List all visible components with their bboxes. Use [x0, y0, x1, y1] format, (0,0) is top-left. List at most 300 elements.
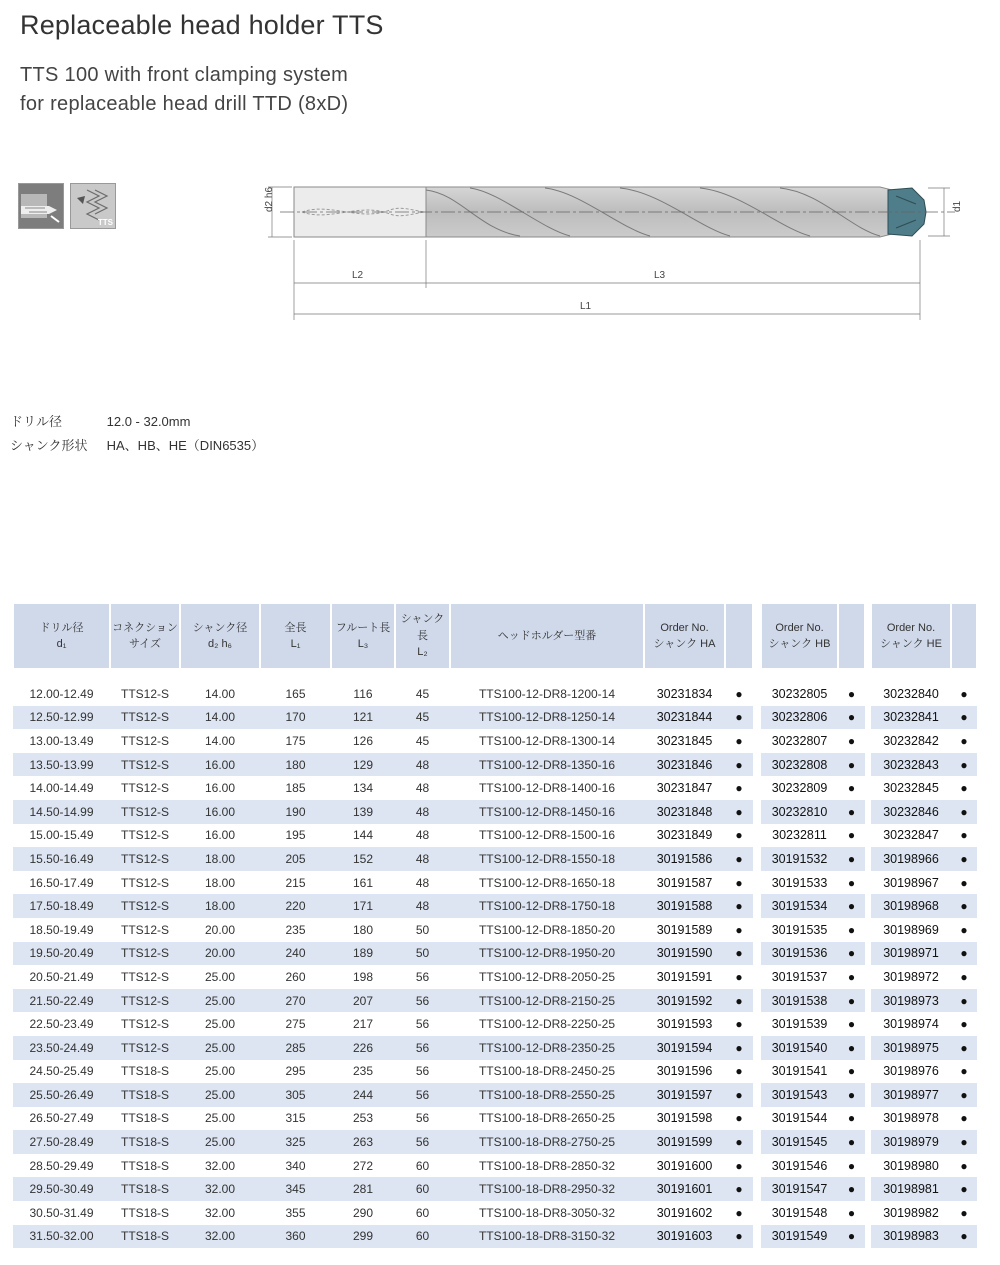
cell-drill-diameter: 14.00-14.49 — [29, 781, 94, 796]
cell-order-ha: 30231848 — [644, 800, 725, 824]
cell-holder-model: TTS100-12-DR8-2350-25 — [450, 1036, 644, 1060]
stock-mark-he: ● — [951, 989, 977, 1013]
cell-total-length: 235 — [285, 922, 306, 937]
stock-mark-he: ● — [951, 1130, 977, 1154]
cell-holder-model: TTS100-12-DR8-1300-14 — [478, 733, 616, 748]
stock-mark-hb: ● — [847, 969, 856, 984]
cell-total-length: 275 — [285, 1017, 306, 1032]
stock-mark-ha: ● — [735, 969, 743, 984]
cell-order-hb: 30232808 — [761, 753, 838, 777]
cell-order-ha: 30191593 — [656, 1017, 713, 1032]
cell-order-he: 30198967 — [883, 875, 939, 890]
cell-order-ha: 30231834 — [656, 686, 713, 701]
cell-order-he: 30198978 — [883, 1111, 939, 1126]
cell-drill-diameter: 16.50-17.49 — [29, 875, 94, 890]
cell-flute-length: 217 — [352, 1017, 374, 1032]
spec-drill-diameter-value: 12.0 - 32.0mm — [106, 414, 191, 429]
cell-holder-model: TTS100-12-DR8-1950-20 — [450, 942, 644, 966]
stock-mark-hb: ● — [838, 800, 865, 824]
cell-drill-diameter: 28.50-29.49 — [29, 1158, 94, 1173]
header-connection-size: コネクション サイズ — [110, 604, 180, 668]
cell-total-length: 190 — [260, 800, 331, 824]
cell-drill-diameter: 21.50-22.49 — [13, 989, 110, 1013]
cell-order-hb: 30191541 — [771, 1064, 828, 1079]
stock-mark-ha: ● — [725, 847, 753, 871]
cell-total-length: 185 — [285, 781, 306, 796]
stock-mark-ha: ● — [725, 1177, 753, 1201]
stock-mark-he: ● — [951, 1177, 977, 1201]
cell-connection-size: TTS12-S — [110, 753, 180, 777]
table-row — [13, 776, 977, 800]
cell-drill-diameter: 25.50-26.49 — [13, 1083, 110, 1107]
header-order-he-stock — [951, 604, 977, 668]
stock-mark-ha: ● — [725, 1083, 753, 1107]
cell-order-he: 30198975 — [871, 1036, 951, 1060]
header-order-ha: Order No. シャンク HA — [644, 604, 725, 668]
cell-shank-diameter: 25.00 — [204, 969, 236, 984]
cell-order-he: 30198972 — [883, 969, 939, 984]
stock-mark-hb: ● — [838, 894, 865, 918]
stock-mark-hb: ● — [838, 1036, 865, 1060]
table-row — [13, 800, 977, 824]
cell-shank-length: 48 — [395, 847, 450, 871]
stock-mark-ha: ● — [725, 942, 753, 966]
cell-holder-model: TTS100-12-DR8-1400-16 — [478, 781, 616, 796]
cell-order-hb: 30191546 — [771, 1158, 828, 1173]
tts-icon-label: TTS — [97, 218, 113, 227]
stock-mark-ha: ● — [735, 1017, 743, 1032]
cell-shank-diameter: 18.00 — [180, 847, 260, 871]
cell-flute-length: 272 — [352, 1158, 374, 1173]
cell-shank-length: 56 — [395, 1036, 450, 1060]
cell-shank-diameter: 32.00 — [204, 1158, 236, 1173]
cell-holder-model: TTS100-18-DR8-2550-25 — [450, 1083, 644, 1107]
cell-order-he: 30232845 — [883, 781, 939, 796]
stock-mark-hb: ● — [847, 1017, 856, 1032]
cell-flute-length: 281 — [331, 1177, 395, 1201]
stock-mark-ha: ● — [735, 781, 743, 796]
cell-drill-diameter: 15.50-16.49 — [13, 847, 110, 871]
cell-shank-length: 50 — [395, 942, 450, 966]
cell-total-length: 305 — [260, 1083, 331, 1107]
cell-order-he: 30198966 — [871, 847, 951, 871]
cell-holder-model: TTS100-12-DR8-1500-16 — [478, 828, 616, 843]
cell-flute-length: 116 — [353, 686, 373, 701]
cell-total-length: 220 — [260, 894, 331, 918]
cell-connection-size: TTS12-S — [120, 969, 169, 984]
cell-order-ha: 30191592 — [644, 989, 725, 1013]
cell-shank-diameter: 32.00 — [180, 1225, 260, 1249]
cell-total-length: 260 — [285, 969, 306, 984]
cell-drill-diameter: 12.00-12.49 — [29, 686, 94, 701]
cell-shank-diameter: 16.00 — [204, 781, 236, 796]
table-row — [13, 989, 977, 1013]
stock-mark-ha: ● — [725, 1225, 753, 1249]
cell-order-he: 30198974 — [883, 1017, 939, 1032]
cell-drill-diameter: 17.50-18.49 — [13, 894, 110, 918]
cell-order-hb: 30191535 — [771, 922, 828, 937]
cell-order-ha: 30191596 — [656, 1064, 713, 1079]
cell-holder-model: TTS100-12-DR8-1650-18 — [478, 875, 616, 890]
cell-flute-length: 152 — [331, 847, 395, 871]
cell-shank-diameter: 14.00 — [180, 706, 260, 730]
cell-shank-diameter: 25.00 — [180, 1036, 260, 1060]
stock-mark-hb: ● — [847, 1064, 856, 1079]
stock-mark-he: ● — [960, 1158, 968, 1173]
cell-flute-length: 139 — [331, 800, 395, 824]
header-shank-diameter: シャンク径 d₂ h₆ — [180, 604, 260, 668]
cell-connection-size: TTS18-S — [110, 1083, 180, 1107]
cell-connection-size: TTS18-S — [110, 1225, 180, 1249]
cell-drill-diameter: 13.00-13.49 — [29, 733, 94, 748]
cell-connection-size: TTS18-S — [120, 1064, 169, 1079]
cell-holder-model: TTS100-12-DR8-1850-20 — [478, 922, 616, 937]
cell-total-length: 355 — [285, 1205, 306, 1220]
cell-order-he: 30198969 — [883, 922, 939, 937]
cell-total-length: 240 — [260, 942, 331, 966]
cell-connection-size: TTS12-S — [110, 706, 180, 730]
header-order-hb: Order No. シャンク HB — [761, 604, 838, 668]
cell-total-length: 165 — [285, 686, 306, 701]
cell-shank-diameter: 32.00 — [180, 1177, 260, 1201]
cell-shank-length: 48 — [415, 875, 430, 890]
cell-holder-model: TTS100-12-DR8-2050-25 — [478, 969, 616, 984]
cell-shank-length: 48 — [395, 800, 450, 824]
cell-drill-diameter: 12.50-12.99 — [13, 706, 110, 730]
table-row — [13, 682, 977, 706]
header-flute-length: フルート長 L₃ — [331, 604, 395, 668]
table-header-row — [13, 604, 977, 668]
header-drill-diameter: ドリル径 d₁ — [13, 604, 110, 668]
cell-holder-model: TTS100-12-DR8-2150-25 — [450, 989, 644, 1013]
cell-order-ha: 30191599 — [644, 1130, 725, 1154]
cell-holder-model: TTS100-18-DR8-2450-25 — [478, 1064, 616, 1079]
cell-holder-model: TTS100-12-DR8-1450-16 — [450, 800, 644, 824]
cell-shank-diameter: 25.00 — [180, 989, 260, 1013]
subtitle-line-2: for replaceable head drill TTD (8xD) — [20, 93, 349, 115]
stock-mark-hb: ● — [838, 847, 865, 871]
cell-order-he: 30198982 — [883, 1205, 939, 1220]
cell-flute-length: 126 — [352, 733, 374, 748]
spec-drill-diameter-label: ドリル径 — [10, 414, 63, 429]
cell-flute-length: 226 — [331, 1036, 395, 1060]
cell-order-hb: 30232810 — [761, 800, 838, 824]
cell-drill-diameter: 22.50-23.49 — [29, 1017, 94, 1032]
page-title: Replaceable head holder TTS — [20, 10, 384, 40]
cell-connection-size: TTS18-S — [120, 1205, 169, 1220]
cell-order-hb: 30191533 — [771, 875, 828, 890]
cell-flute-length: 263 — [331, 1130, 395, 1154]
stock-mark-ha: ● — [735, 922, 743, 937]
header-order-hb-stock — [838, 604, 865, 668]
header-shank-length: シャンク長 L₂ — [395, 604, 450, 668]
cell-order-ha: 30191586 — [644, 847, 725, 871]
cell-shank-length: 48 — [415, 781, 430, 796]
stock-mark-hb: ● — [838, 706, 865, 730]
cell-order-hb: 30191540 — [761, 1036, 838, 1060]
stock-mark-hb: ● — [847, 1158, 856, 1173]
cell-order-hb: 30191548 — [771, 1205, 828, 1220]
cell-total-length: 295 — [285, 1064, 306, 1079]
table-row — [13, 965, 977, 989]
cell-holder-model: TTS100-18-DR8-2750-25 — [450, 1130, 644, 1154]
cell-shank-diameter: 25.00 — [204, 1064, 236, 1079]
cell-total-length: 340 — [285, 1158, 306, 1173]
stock-mark-he: ● — [951, 706, 977, 730]
cell-connection-size: TTS12-S — [120, 828, 169, 843]
cell-shank-length: 48 — [395, 894, 450, 918]
cell-order-ha: 30191589 — [656, 922, 713, 937]
cell-shank-diameter: 18.00 — [204, 875, 236, 890]
cell-order-ha: 30191591 — [656, 969, 713, 984]
cell-total-length: 325 — [260, 1130, 331, 1154]
cell-holder-model: TTS100-18-DR8-2950-32 — [450, 1177, 644, 1201]
stock-mark-he: ● — [960, 686, 968, 701]
cell-total-length: 360 — [260, 1225, 331, 1249]
cell-drill-diameter: 18.50-19.49 — [29, 922, 94, 937]
cell-order-ha: 30191601 — [644, 1177, 725, 1201]
table-row — [13, 1083, 977, 1107]
cell-shank-diameter: 16.00 — [180, 800, 260, 824]
cell-holder-model: TTS100-12-DR8-1200-14 — [478, 686, 616, 701]
cell-order-ha: 30231844 — [644, 706, 725, 730]
stock-mark-hb: ● — [838, 1225, 865, 1249]
cell-holder-model: TTS100-18-DR8-2850-32 — [478, 1158, 616, 1173]
table-row — [13, 1036, 977, 1060]
cell-drill-diameter: 29.50-30.49 — [13, 1177, 110, 1201]
stock-mark-ha: ● — [725, 800, 753, 824]
cell-holder-model: TTS100-12-DR8-1550-18 — [450, 847, 644, 871]
cell-total-length: 270 — [260, 989, 331, 1013]
cell-order-ha: 30191588 — [644, 894, 725, 918]
cell-connection-size: TTS12-S — [110, 847, 180, 871]
table-row — [13, 753, 977, 777]
table-row — [13, 824, 977, 848]
product-table — [12, 604, 978, 1248]
tts-icon — [70, 183, 116, 229]
stock-mark-he: ● — [951, 753, 977, 777]
cell-shank-length: 56 — [415, 1064, 430, 1079]
cell-order-ha: 30191590 — [644, 942, 725, 966]
spec-shank-type — [10, 435, 264, 454]
cell-drill-diameter: 31.50-32.00 — [13, 1225, 110, 1249]
stock-mark-hb: ● — [838, 1083, 865, 1107]
cell-connection-size: TTS18-S — [110, 1177, 180, 1201]
stock-mark-hb: ● — [838, 753, 865, 777]
cell-shank-length: 60 — [395, 1225, 450, 1249]
cell-shank-length: 45 — [395, 706, 450, 730]
cell-holder-model: TTS100-12-DR8-1750-18 — [450, 894, 644, 918]
stock-mark-ha: ● — [735, 1205, 743, 1220]
table-row — [13, 847, 977, 871]
cell-total-length: 285 — [260, 1036, 331, 1060]
dim-L2-label: L2 — [352, 270, 364, 281]
cell-flute-length: 121 — [331, 706, 395, 730]
stock-mark-hb: ● — [838, 1130, 865, 1154]
cell-order-he: 30198980 — [883, 1158, 939, 1173]
cell-shank-length: 48 — [415, 828, 430, 843]
table-row — [13, 1107, 977, 1131]
cell-shank-diameter: 14.00 — [204, 686, 236, 701]
stock-mark-hb: ● — [847, 686, 856, 701]
stock-mark-he: ● — [960, 733, 968, 748]
cell-order-hb: 30191544 — [771, 1111, 828, 1126]
table-row — [13, 1154, 977, 1178]
cell-connection-size: TTS12-S — [120, 875, 169, 890]
stock-mark-hb: ● — [838, 942, 865, 966]
cell-shank-diameter: 18.00 — [180, 894, 260, 918]
stock-mark-ha: ● — [735, 1064, 743, 1079]
cell-shank-length: 45 — [415, 686, 430, 701]
cell-order-hb: 30232807 — [771, 733, 828, 748]
cell-shank-length: 45 — [415, 733, 430, 748]
cell-order-hb: 30191532 — [761, 847, 838, 871]
cell-shank-length: 60 — [415, 1205, 430, 1220]
cell-order-hb: 30191536 — [761, 942, 838, 966]
cell-shank-length: 60 — [415, 1158, 430, 1173]
cell-shank-length: 60 — [395, 1177, 450, 1201]
spec-shank-type-value: HA、HB、HE（DIN6535） — [106, 438, 265, 453]
cell-shank-diameter: 20.00 — [204, 922, 236, 937]
drilling-process-icon — [18, 183, 64, 229]
cell-holder-model: TTS100-18-DR8-2650-25 — [478, 1111, 616, 1126]
cell-order-he: 30232846 — [871, 800, 951, 824]
cell-order-he: 30198979 — [871, 1130, 951, 1154]
stock-mark-he: ● — [960, 1111, 968, 1126]
cell-connection-size: TTS12-S — [110, 894, 180, 918]
cell-order-hb: 30191537 — [771, 969, 828, 984]
stock-mark-he: ● — [951, 847, 977, 871]
cell-connection-size: TTS12-S — [120, 922, 169, 937]
cell-holder-model: TTS100-12-DR8-1350-16 — [450, 753, 644, 777]
cell-drill-diameter: 13.50-13.99 — [13, 753, 110, 777]
stock-mark-he: ● — [960, 969, 968, 984]
cell-connection-size: TTS12-S — [110, 942, 180, 966]
cell-holder-model: TTS100-18-DR8-3150-32 — [450, 1225, 644, 1249]
cell-connection-size: TTS12-S — [120, 686, 169, 701]
dim-L3-label: L3 — [654, 270, 666, 281]
cell-total-length: 215 — [285, 875, 306, 890]
drill-drawing — [240, 170, 970, 330]
cell-order-ha: 30191598 — [656, 1111, 713, 1126]
cell-shank-diameter: 25.00 — [180, 1130, 260, 1154]
stock-mark-he: ● — [960, 1017, 968, 1032]
cell-order-ha: 30191594 — [644, 1036, 725, 1060]
cell-order-hb: 30191545 — [761, 1130, 838, 1154]
stock-mark-hb: ● — [847, 733, 856, 748]
cell-shank-diameter: 25.00 — [204, 1111, 236, 1126]
cell-total-length: 195 — [285, 828, 306, 843]
cell-shank-length: 56 — [395, 1083, 450, 1107]
cell-flute-length: 144 — [352, 828, 374, 843]
stock-mark-ha: ● — [735, 733, 743, 748]
cell-flute-length: 299 — [331, 1225, 395, 1249]
cell-shank-diameter: 14.00 — [204, 733, 236, 748]
cell-order-ha: 30231849 — [656, 828, 713, 843]
cell-holder-model: TTS100-18-DR8-3050-32 — [478, 1205, 616, 1220]
cell-order-he: 30232843 — [871, 753, 951, 777]
cell-connection-size: TTS18-S — [120, 1111, 169, 1126]
stock-mark-hb: ● — [847, 1205, 856, 1220]
cell-total-length: 180 — [260, 753, 331, 777]
table-row — [13, 871, 977, 895]
cell-shank-length: 56 — [395, 989, 450, 1013]
table-row — [13, 1177, 977, 1201]
stock-mark-he: ● — [960, 875, 968, 890]
cell-order-he: 30198977 — [871, 1083, 951, 1107]
cell-order-hb: 30232805 — [771, 686, 828, 701]
cell-order-he: 30198981 — [871, 1177, 951, 1201]
cell-holder-model: TTS100-12-DR8-2250-25 — [478, 1017, 616, 1032]
table-row — [13, 1225, 977, 1249]
cell-flute-length: 244 — [331, 1083, 395, 1107]
stock-mark-he: ● — [951, 1083, 977, 1107]
cell-order-he: 30232842 — [883, 733, 939, 748]
cell-drill-diameter: 27.50-28.49 — [13, 1130, 110, 1154]
stock-mark-he: ● — [951, 1225, 977, 1249]
cell-order-he: 30198971 — [871, 942, 951, 966]
cell-flute-length: 253 — [352, 1111, 374, 1126]
cell-order-ha: 30231845 — [656, 733, 713, 748]
stock-mark-he: ● — [960, 1205, 968, 1220]
dim-L1-label: L1 — [580, 301, 592, 312]
cell-drill-diameter: 15.00-15.49 — [29, 828, 94, 843]
cell-flute-length: 129 — [331, 753, 395, 777]
cell-shank-diameter: 16.00 — [180, 753, 260, 777]
spec-drill-diameter — [10, 411, 190, 430]
cell-connection-size: TTS12-S — [120, 733, 169, 748]
table-row — [13, 918, 977, 942]
stock-mark-he: ● — [960, 922, 968, 937]
stock-mark-he: ● — [951, 894, 977, 918]
stock-mark-he: ● — [960, 781, 968, 796]
cell-order-hb: 30191539 — [771, 1017, 828, 1032]
cell-order-ha: 30191597 — [644, 1083, 725, 1107]
cell-shank-length: 56 — [415, 1017, 430, 1032]
stock-mark-hb: ● — [838, 989, 865, 1013]
stock-mark-ha: ● — [735, 875, 743, 890]
cell-connection-size: TTS18-S — [120, 1158, 169, 1173]
cell-shank-length: 56 — [415, 969, 430, 984]
stock-mark-ha: ● — [735, 1158, 743, 1173]
cell-shank-diameter: 16.00 — [204, 828, 236, 843]
table-row — [13, 706, 977, 730]
header-order-he: Order No. シャンク HE — [871, 604, 951, 668]
stock-mark-ha: ● — [725, 753, 753, 777]
cell-total-length: 170 — [260, 706, 331, 730]
cell-order-ha: 30191587 — [656, 875, 713, 890]
cell-shank-length: 50 — [415, 922, 430, 937]
stock-mark-hb: ● — [847, 922, 856, 937]
stock-mark-ha: ● — [725, 1130, 753, 1154]
cell-order-ha: 30231846 — [644, 753, 725, 777]
cell-drill-diameter: 26.50-27.49 — [29, 1111, 94, 1126]
cell-order-ha: 30191602 — [656, 1205, 713, 1220]
table-row — [13, 1012, 977, 1036]
cell-flute-length: 290 — [352, 1205, 374, 1220]
cell-order-hb: 30191538 — [761, 989, 838, 1013]
cell-shank-diameter: 32.00 — [204, 1205, 236, 1220]
cell-order-hb: 30191534 — [761, 894, 838, 918]
cell-flute-length: 180 — [352, 922, 374, 937]
cell-order-ha: 30191603 — [644, 1225, 725, 1249]
stock-mark-he: ● — [960, 828, 968, 843]
cell-connection-size: TTS12-S — [120, 1017, 169, 1032]
stock-mark-hb: ● — [847, 1111, 856, 1126]
cell-shank-length: 56 — [395, 1130, 450, 1154]
cell-order-he: 30232840 — [883, 686, 939, 701]
cell-drill-diameter: 14.50-14.99 — [13, 800, 110, 824]
